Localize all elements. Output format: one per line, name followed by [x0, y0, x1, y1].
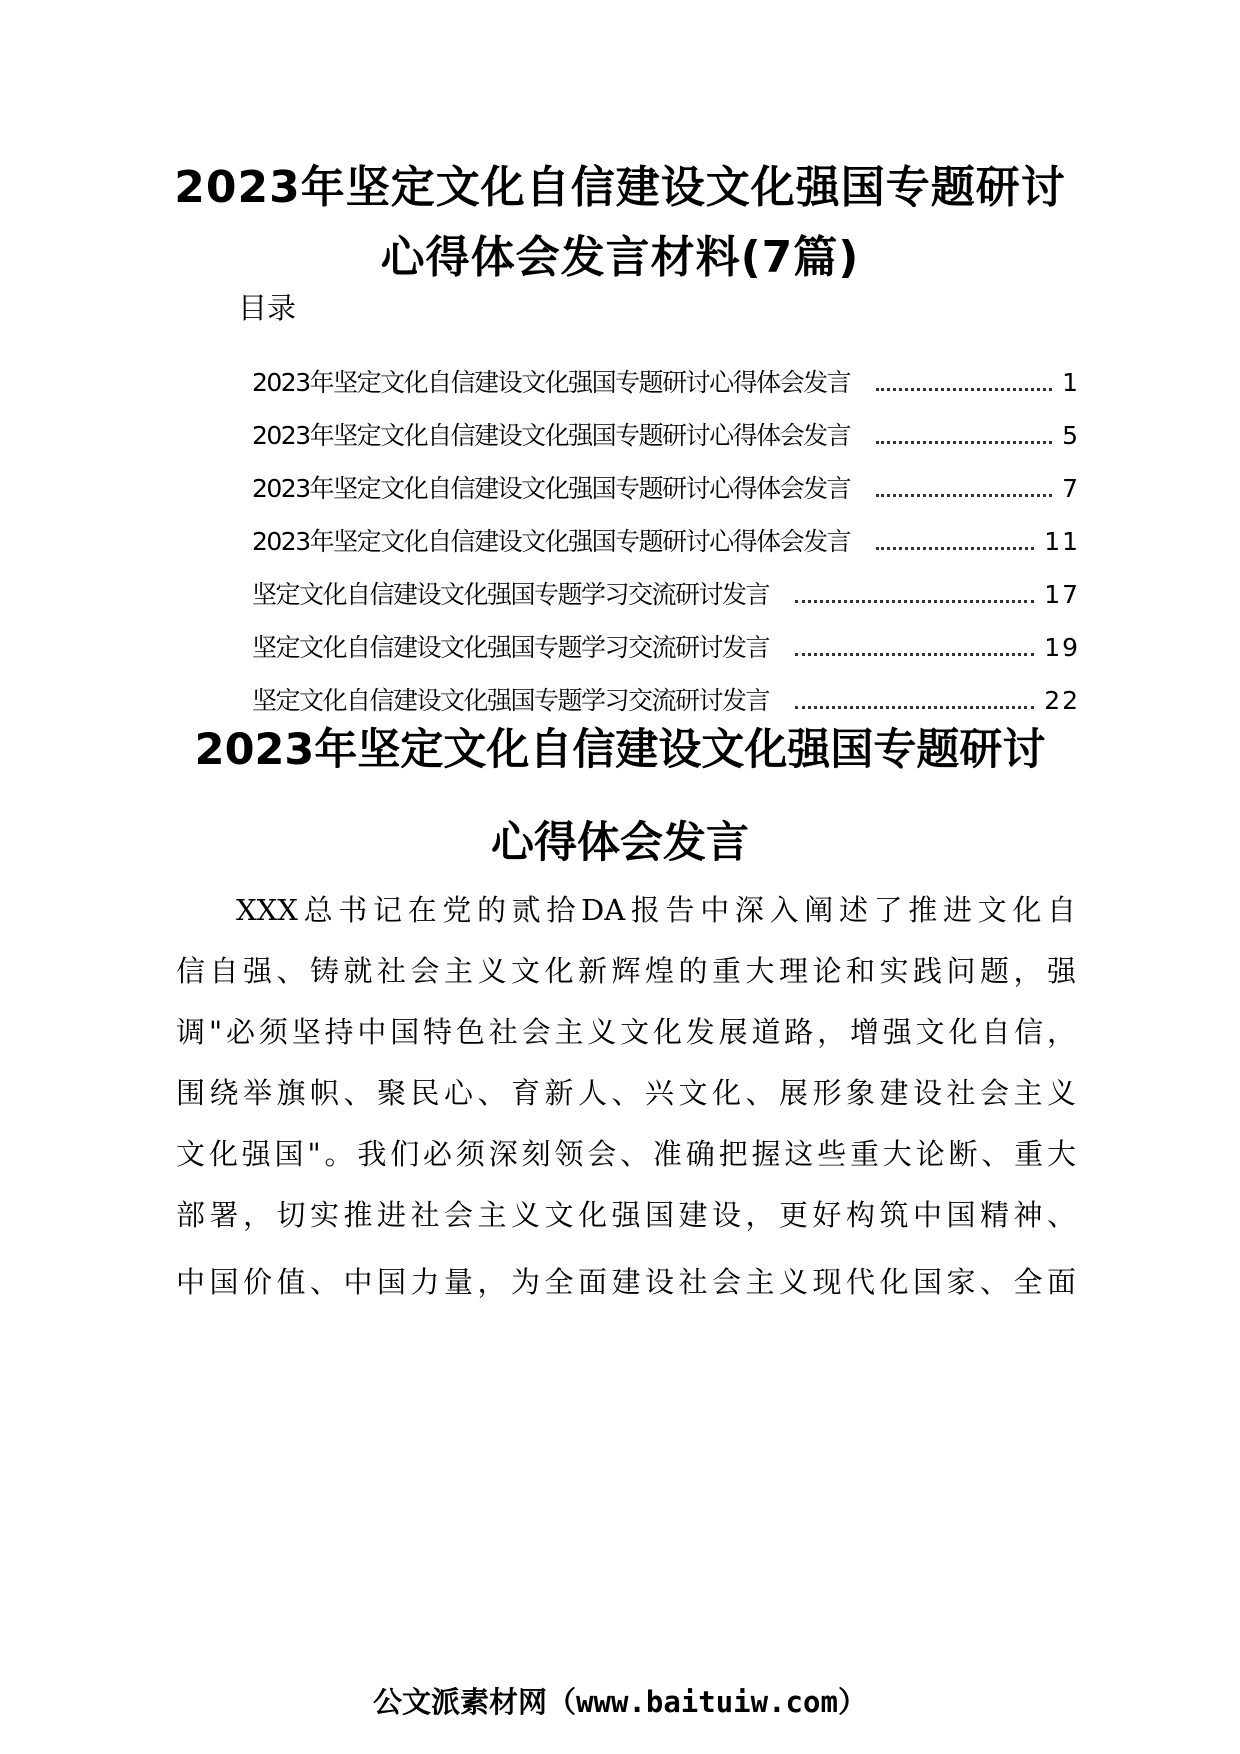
toc-dot-leader	[876, 494, 1052, 497]
toc-dot-leader	[795, 706, 1034, 709]
section-body	[176, 888, 1076, 1321]
toc-entry-page: 17	[1044, 580, 1080, 609]
toc-dot-leader	[876, 547, 1034, 550]
toc-dot-leader	[876, 388, 1052, 391]
footer-site-url[interactable]: （www.baituiw.com）	[547, 1685, 867, 1719]
toc-entry-page: 22	[1044, 686, 1080, 715]
body-text-line: 文化强国"。我们必须深刻领会、准确把握这些重大论断、重大	[176, 1137, 1076, 1171]
toc-entry[interactable]	[252, 348, 1080, 401]
toc-entry[interactable]	[252, 454, 1080, 507]
toc-entry[interactable]	[252, 613, 1080, 666]
toc-entry-page: 11	[1044, 527, 1080, 556]
document-title-line-1: 2023年坚定文化自信建设文化强国专题研讨	[174, 162, 1066, 213]
toc-entry[interactable]	[252, 401, 1080, 454]
toc-entry-title: 坚定文化自信建设文化强国专题学习交流研讨发言	[252, 633, 770, 662]
body-text-line: 信自强、铸就社会主义文化新辉煌的重大理论和实践问题，强	[176, 954, 1076, 988]
toc-heading: 目录	[238, 291, 297, 325]
toc-entry-title: 坚定文化自信建设文化强国专题学习交流研讨发言	[252, 686, 770, 715]
toc-entry-title: 2023年坚定文化自信建设文化强国专题研讨心得体会发言	[252, 474, 851, 503]
section-title-line-1: 2023年坚定文化自信建设文化强国专题研讨	[194, 725, 1046, 775]
toc-entry-title: 2023年坚定文化自信建设文化强国专题研讨心得体会发言	[252, 368, 851, 397]
toc-entry-page: 19	[1044, 633, 1080, 662]
document-title-line-2: 心得体会发言材料(7篇)	[380, 232, 860, 283]
toc-entry-title: 坚定文化自信建设文化强国专题学习交流研讨发言	[252, 580, 770, 609]
toc-entry[interactable]	[252, 560, 1080, 613]
table-of-contents	[252, 348, 1080, 719]
toc-dot-leader	[795, 600, 1034, 603]
toc-dot-leader	[876, 441, 1052, 444]
footer-site-name: 公文派素材网	[373, 1685, 548, 1719]
toc-entry[interactable]	[252, 507, 1080, 560]
body-text-line: 部署，切实推进社会主义文化强国建设，更好构筑中国精神、	[176, 1198, 1076, 1232]
toc-entry-page: 1	[1062, 368, 1080, 397]
body-text-line: 中国价值、中国力量，为全面建设社会主义现代化国家、全面	[176, 1265, 1076, 1299]
body-text-line: XXX总书记在党的贰拾DA报告中深入阐述了推进文化自	[236, 893, 1076, 927]
toc-entry-title: 2023年坚定文化自信建设文化强国专题研讨心得体会发言	[252, 421, 851, 450]
body-text-line: 调"必须坚持中国特色社会主义文化发展道路，增强文化自信，	[176, 1015, 1076, 1049]
body-text-line: 围绕举旗帜、聚民心、育新人、兴文化、展形象建设社会主义	[176, 1076, 1076, 1110]
toc-entry[interactable]	[252, 666, 1080, 719]
toc-entry-page: 7	[1062, 474, 1080, 503]
toc-entry-title: 2023年坚定文化自信建设文化强国专题研讨心得体会发言	[252, 527, 851, 556]
footer-watermark	[0, 1682, 1240, 1722]
toc-entry-page: 5	[1062, 421, 1080, 450]
toc-dot-leader	[795, 653, 1034, 656]
section-title-line-2: 心得体会发言	[491, 818, 749, 868]
